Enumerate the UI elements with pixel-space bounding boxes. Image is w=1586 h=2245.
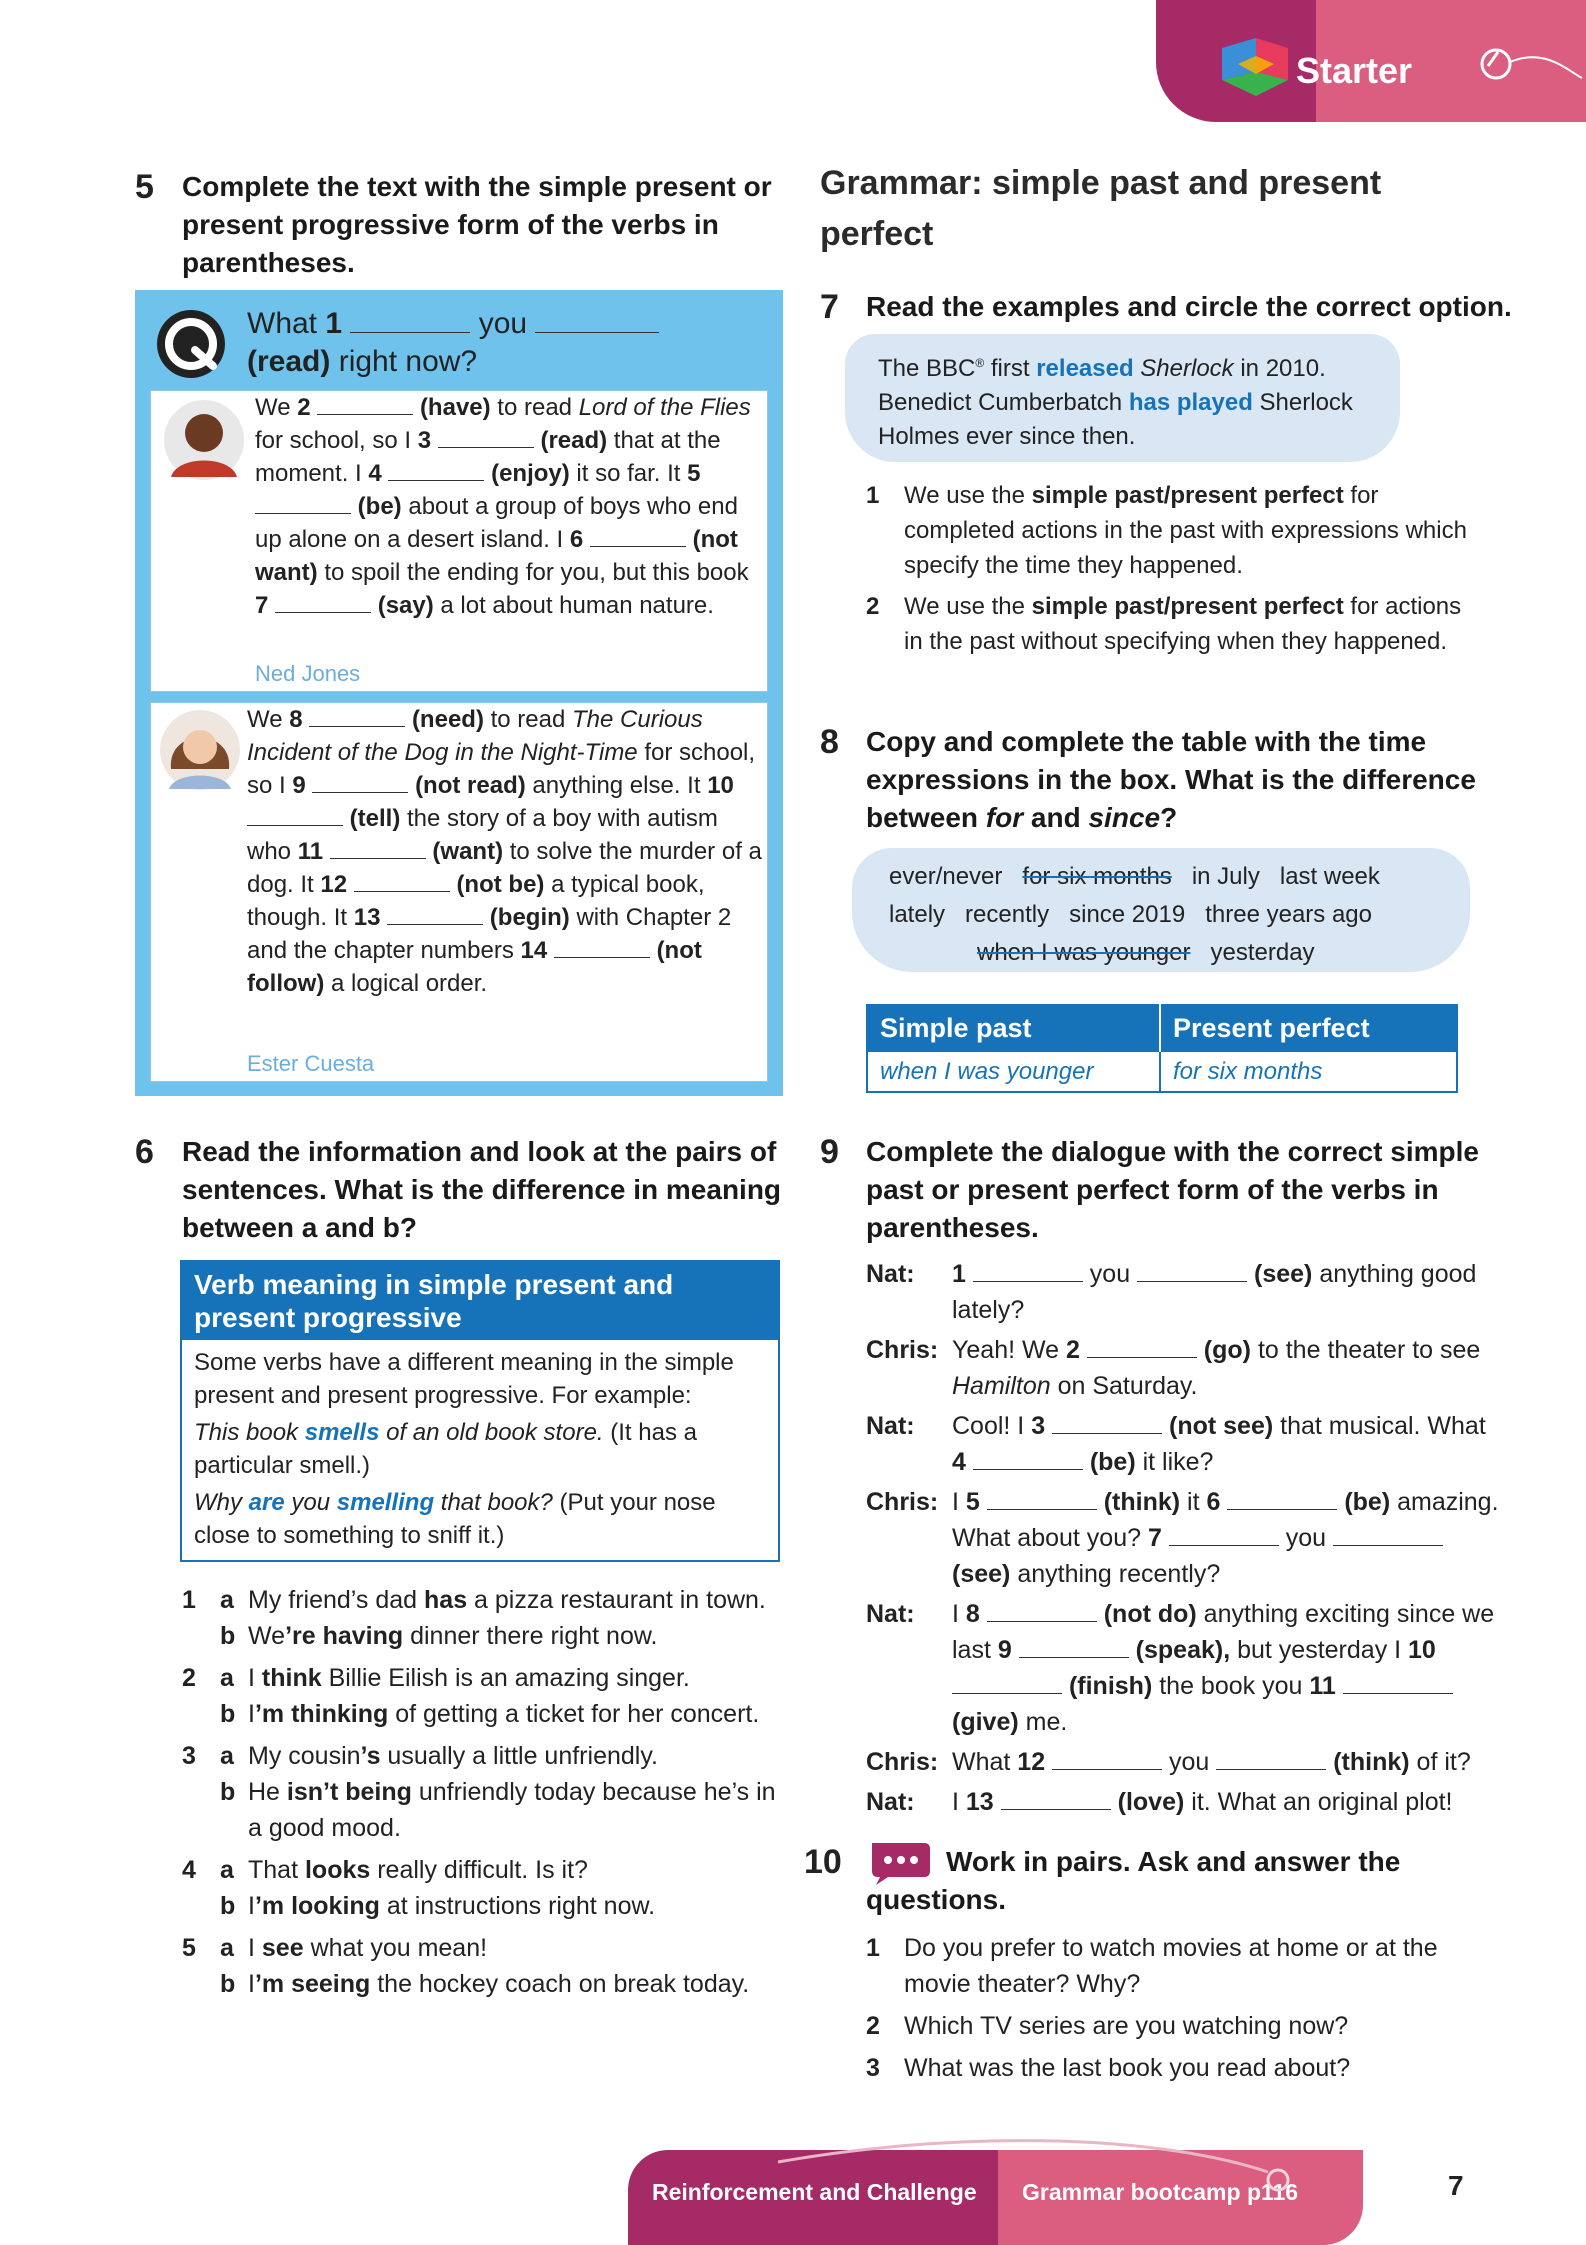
footer-left-label[interactable]: Reinforcement and Challenge (652, 2179, 977, 2205)
post-ned-text: We 2 (have) to read Lord of the Flies for school, so I 3 (read) that at the moment. I 4 (enjoy) it so far. It 5 (be) about a group of boys who end up alone on a desert island. I 6 (not want) to spoil the ending for you, but this book 7 (say) a lot about human nature. (255, 394, 751, 619)
exercise-8 (820, 723, 1480, 837)
pair-work-icon (868, 1839, 936, 1887)
pair-2b: b I’m thinking of getting a ticket for her concert. (220, 1700, 760, 1728)
q-icon (155, 308, 227, 380)
ex8-word-box (852, 848, 1470, 972)
table-cell: for six months (1173, 1057, 1323, 1085)
ex9-dialogue (866, 1256, 1506, 1820)
cube-logo-icon (1216, 34, 1294, 100)
exercise-instruction: Work in pairs. Ask and answer the questions. (866, 1846, 1401, 1916)
table-header: Present perfect (1160, 1005, 1457, 1052)
pair-1: 1 a My friend’s dad has a pizza restaurant in town. (182, 1586, 766, 1614)
exercise-9 (820, 1133, 1480, 1247)
avatar-ned (163, 399, 245, 481)
exercise-number: 6 (135, 1133, 154, 1171)
exercise-instruction: Copy and complete the table with the time expressions in the box. What is the difference between for and since? (866, 726, 1476, 834)
q-title: What 1 you (read) right now? (247, 305, 767, 380)
exercise-number: 7 (820, 288, 839, 326)
pair-5: 5 a I see what you mean! (182, 1934, 488, 1962)
ex7-examples: The BBC® first released Sherlock in 2010. Benedict Cumberbatch has played Sherlock Holmes ever since then. (878, 355, 1353, 450)
dialogue-line: Nat: I 8 (not do) anything exciting since we last 9 (speak), but yesterday I 10 (finish) the book you 11 (give) me. (866, 1600, 1495, 1736)
avatar-ester (159, 709, 241, 791)
key-swirl-icon (1474, 38, 1584, 98)
exercise-instruction: Read the examples and circle the correct option. (866, 291, 1512, 322)
verb-meaning-box-body: Some verbs have a different meaning in the simple present and present progressive. For example: This book smells of an old book store. (It has a particular smell.) Why are you smelling that book? (Put your nose close to something to sniff it.) (182, 1340, 778, 1560)
footer-right-label[interactable]: Grammar bootcamp p116 (1022, 2179, 1299, 2205)
ex8-table (866, 1004, 1458, 1093)
pair-2: 2 a I think Billie Eilish is an amazing singer. (182, 1664, 690, 1692)
question-panel (135, 290, 783, 1096)
dialogue-line: Nat: Cool! I 3 (not see) that musical. What 4 (be) it like? (866, 1412, 1486, 1476)
question-item: 1 Do you prefer to watch movies at home or at the movie theater? Why? (866, 1934, 1438, 1998)
pair-4: 4 a That looks really difficult. Is it? (182, 1856, 588, 1884)
ex6-sentence-pairs (180, 1582, 790, 2002)
exercise-6 (135, 1133, 785, 1247)
post-ester-text: We 8 (need) to read The Curious Incident of the Dog in the Night-Time for school, so I 9 (not read) anything else. It 10 (tell) the story of a boy with autism who 11 (want) to solve the murder of a dog. It 12 (not be) a typical book, though. It 13 (begin) with Chapter 2 and the chapter numbers 14 (not follow) a logical order. (247, 706, 762, 997)
key-swirl-icon (768, 2132, 1298, 2202)
dialogue-line: Nat: I 13 (love) it. What an original plot! (866, 1788, 1453, 1816)
unit-tab (1156, 0, 1586, 122)
exercise-7 (820, 288, 1520, 326)
example-smells: This book smells of an old book store. (It has a particular smell.) (194, 1419, 697, 1479)
page-number: 7 (1448, 2170, 1464, 2201)
unit-tab-label: Starter (1296, 50, 1413, 91)
dialogue-line: Chris: Yeah! We 2 (go) to the theater to see Hamilton on Saturday. (866, 1336, 1481, 1400)
pair-1b: b We’re having dinner there right now. (220, 1622, 658, 1650)
exercise-5 (135, 168, 775, 282)
exercise-instruction: Read the information and look at the pairs of sentences. What is the difference in meaning between a and b? (182, 1136, 782, 1244)
footer-banner (628, 2150, 1363, 2245)
ex7-rules (866, 478, 1486, 659)
exercise-number: 9 (820, 1133, 839, 1171)
grammar-title: Grammar: simple past and present perfect (820, 164, 1382, 253)
ex7-examples-box (845, 334, 1400, 462)
pair-5b: b I’m seeing the hockey coach on break today. (220, 1970, 750, 1998)
post-ned (150, 390, 768, 692)
verb-meaning-box (180, 1260, 780, 1562)
question-item: 3 What was the last book you read about? (866, 2054, 1351, 2082)
exercise-instruction: Complete the text with the simple present or present progressive form of the verbs in parentheses. (182, 171, 772, 279)
pair-3: 3 a My cousin’s usually a little unfriendly. (182, 1742, 658, 1770)
example-smelling: Why are you smelling that book? (Put your nose close to something to sniff it.) (194, 1489, 716, 1549)
rule-2: 2 We use the simple past/present perfect for actions in the past without specifying when they happened. (866, 593, 1462, 655)
dialogue-line: Nat: 1 you (see) anything good lately? (866, 1260, 1477, 1324)
pair-4b: b I’m looking at instructions right now. (220, 1892, 656, 1920)
question-item: 2 Which TV series are you watching now? (866, 2012, 1349, 2040)
ex10-questions (866, 1930, 1486, 2086)
exercise-number: 8 (820, 723, 839, 761)
dialogue-line: Chris: I 5 (think) it 6 (be) amazing. What about you? 7 you (see) anything recently? (866, 1488, 1499, 1588)
post-ned-signature: Ned Jones (255, 661, 361, 686)
pair-3b: b He isn’t being unfriendly today because he’s in a good mood. (220, 1778, 776, 1842)
post-ester-signature: Ester Cuesta (247, 1051, 375, 1076)
rule-1: 1 We use the simple past/present perfect for completed actions in the past with expressions which specify the time they happened. (866, 482, 1467, 579)
table-cell: when I was younger (867, 1052, 1160, 1093)
post-ester (150, 702, 768, 1082)
table-header: Simple past (867, 1005, 1160, 1052)
ex8-words: ever/never for six months in July last week lately recently since 2019 three years ago when I was younger yesterday (889, 863, 1380, 966)
exercise-instruction: Complete the dialogue with the correct simple past or present perfect form of the verbs in parentheses. (866, 1136, 1479, 1244)
exercise-10 (804, 1843, 1464, 1919)
exercise-number: 10 (804, 1843, 842, 1881)
verb-meaning-box-title: Verb meaning in simple present and present progressive (182, 1262, 778, 1340)
exercise-number: 5 (135, 168, 154, 206)
dialogue-line: Chris: What 12 you (think) of it? (866, 1748, 1471, 1776)
